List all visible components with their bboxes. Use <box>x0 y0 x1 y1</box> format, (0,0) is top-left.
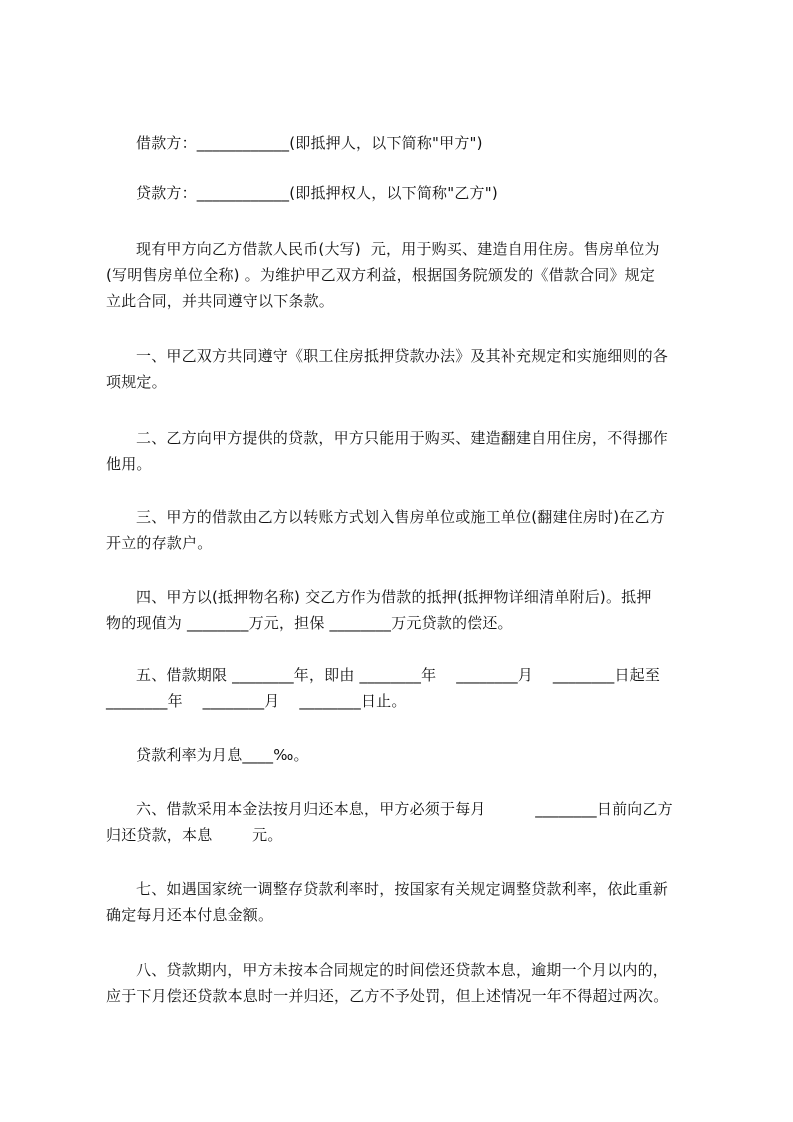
clause-7-line-2: 确定每月还本付息金额。 <box>106 906 274 924</box>
clause-3-line-1: 三、甲方的借款由乙方以转账方式划入售房单位或施工单位(翻建住房时)在乙方 <box>136 508 665 526</box>
clause-4-line-2: 物的现值为 ________万元，担保 ________万元贷款的偿还。 <box>106 614 513 632</box>
interest-rate-line: 贷款利率为月息____‰。 <box>136 746 309 764</box>
clause-2-line-1: 二、乙方向甲方提供的贷款，甲方只能用于购买、建造翻建自用住房，不得挪作 <box>136 429 669 447</box>
borrower-line: 借款方：____________(即抵押人，以下简称"甲方") <box>136 134 483 152</box>
clause-5-line-1: 五、借款期限 ________年，即由 ________年 ________月 ________日起至 <box>136 666 661 684</box>
preamble-line-2: (写明售房单位全称) 。为维护甲乙双方利益，根据国务院颁发的《借款合同》规定 <box>106 266 656 284</box>
clause-2-line-2: 他用。 <box>106 455 152 473</box>
clause-5-line-2: ________年 ________月 ________日止。 <box>106 692 407 710</box>
clause-7-line-1: 七、如遇国家统一调整存贷款利率时，按国家有关规定调整贷款利率，依此重新 <box>136 880 669 898</box>
clause-6-line-1: 六、借款采用本金法按月归还本息，甲方必须于每月 ________日前向乙方 <box>136 800 673 818</box>
preamble-line-1: 现有甲方向乙方借款人民币(大写) 元，用于购买、建造自用住房。售房单位为 <box>136 240 660 258</box>
clause-3-line-2: 开立的存款户。 <box>106 534 213 552</box>
clause-6-line-2: 归还贷款，本息 元。 <box>106 826 283 844</box>
preamble-line-3: 立此合同，并共同遵守以下条款。 <box>106 292 335 310</box>
clause-1-line-1: 一、甲乙双方共同遵守《职工住房抵押贷款办法》及其补充规定和实施细则的各 <box>136 347 669 365</box>
clause-1-line-2: 项规定。 <box>106 373 167 391</box>
clause-4-line-1: 四、甲方以(抵押物名称) 交乙方作为借款的抵押(抵押物详细清单附后)。抵押 <box>136 588 652 606</box>
clause-8-line-1: 八、贷款期内，甲方未按本合同规定的时间偿还贷款本息，逾期一个月以内的， <box>136 961 669 979</box>
lender-line: 贷款方：____________(即抵押权人，以下简称"乙方") <box>136 184 498 202</box>
clause-8-line-2: 应于下月偿还贷款本息时一并归还，乙方不予处罚，但上述情况一年不得超过两次。 <box>106 987 669 1005</box>
